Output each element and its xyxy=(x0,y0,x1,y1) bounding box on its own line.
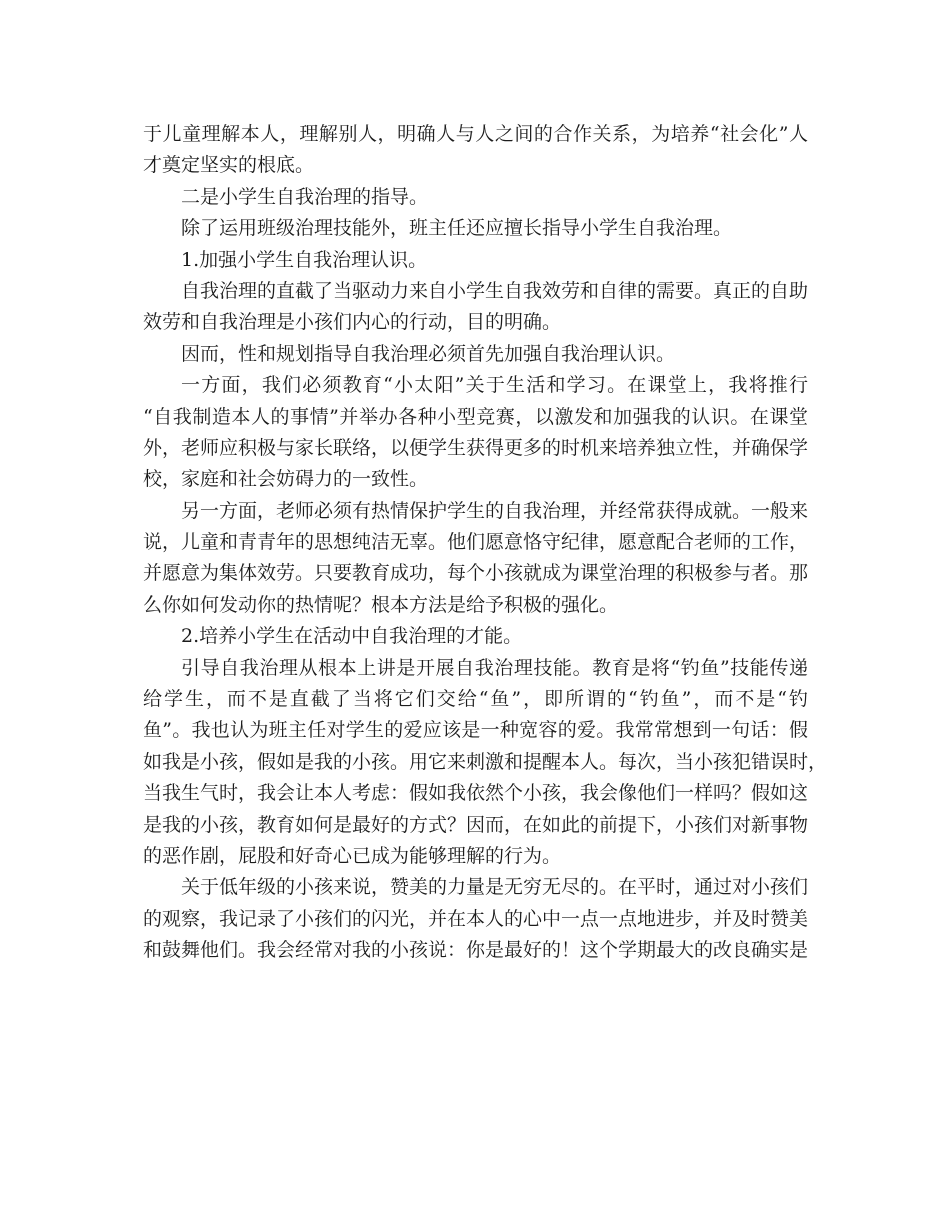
text-line: “自我制造本人的事情”并举办各种小型竞赛，以激发和加强我的认识。在课堂 xyxy=(143,405,808,428)
text-line: 因而，性和规划指导自我治理必须首先加强自我治理认识。 xyxy=(181,342,676,365)
text-line: 1.加强小学生自我治理认识。 xyxy=(181,248,428,271)
text-line: 是我的小孩，教育如何是最好的方式？因而，在如此的前提下，小孩们对新事物 xyxy=(143,813,809,836)
text-line: 给学生，而不是直截了当将它们交给“鱼”，即所谓的“钓鱼”，而不是“钓 xyxy=(143,688,808,711)
text-line: 鱼”。我也认为班主任对学生的爱应该是一种宽容的爱。我常常想到一句话：假 xyxy=(143,719,808,742)
text-line: 效劳和自我治理是小孩们内心的行动，目的明确。 xyxy=(143,311,562,334)
text-line: 才奠定坚实的根底。 xyxy=(143,154,315,177)
text-line: 引导自我治理从根本上讲是开展自我治理技能。教育是将“钓鱼”技能传递 xyxy=(181,656,808,679)
text-line: 的恶作剧，屁股和好奇心已成为能够理解的行为。 xyxy=(143,844,562,867)
text-line: 外，老师应积极与家长联络，以便学生获得更多的时机来培养独立性，并确保学 xyxy=(143,436,809,459)
text-line: 一方面，我们必须教育“小太阳”关于生活和学习。在课堂上，我将推行 xyxy=(181,374,808,397)
text-line: 2.培养小学生在活动中自我治理的才能。 xyxy=(181,625,523,648)
text-line: 于儿童理解本人，理解别人，明确人与人之间的合作关系，为培养“社会化”人 xyxy=(143,123,808,145)
text-line: 另一方面，老师必须有热情保护学生的自我治理，并经常获得成就。一般来 xyxy=(181,499,809,522)
text-line: 校，家庭和社会妨碍力的一致性。 xyxy=(143,468,429,491)
text-line: 自我治理的直截了当驱动力来自小学生自我效劳和自律的需要。真正的自助 xyxy=(181,279,809,302)
text-line: 和鼓舞他们。我会经常对我的小孩说：你是最好的！这个学期最大的改良确实是 xyxy=(143,939,809,962)
text-line: 二是小学生自我治理的指导。 xyxy=(181,185,429,208)
document-body xyxy=(143,119,828,967)
text-line: 么你如何发动你的热情呢？根本方法是给予积极的强化。 xyxy=(143,593,619,616)
text-line: 如我是小孩，假如是我的小孩。用它来刺激和提醒本人。每次，当小孩犯错误时， xyxy=(143,750,828,773)
text-line: 当我生气时，我会让本人考虑：假如我依然个小孩，我会像他们一样吗？假如这 xyxy=(143,782,809,805)
text-line: 除了运用班级治理技能外，班主任还应擅长指导小学生自我治理。 xyxy=(181,217,733,240)
text-line: 关于低年级的小孩来说，赞美的力量是无穷无尽的。在平时，通过对小孩们 xyxy=(181,876,809,899)
text-line: 并愿意为集体效劳。只要教育成功，每个小孩就成为课堂治理的积极参与者。那 xyxy=(143,562,809,585)
text-line: 说，儿童和青青年的思想纯洁无辜。他们愿意恪守纪律，愿意配合老师的工作， xyxy=(143,531,809,554)
text-line: 的观察，我记录了小孩们的闪光，并在本人的心中一点一点地进步，并及时赞美 xyxy=(143,907,809,930)
